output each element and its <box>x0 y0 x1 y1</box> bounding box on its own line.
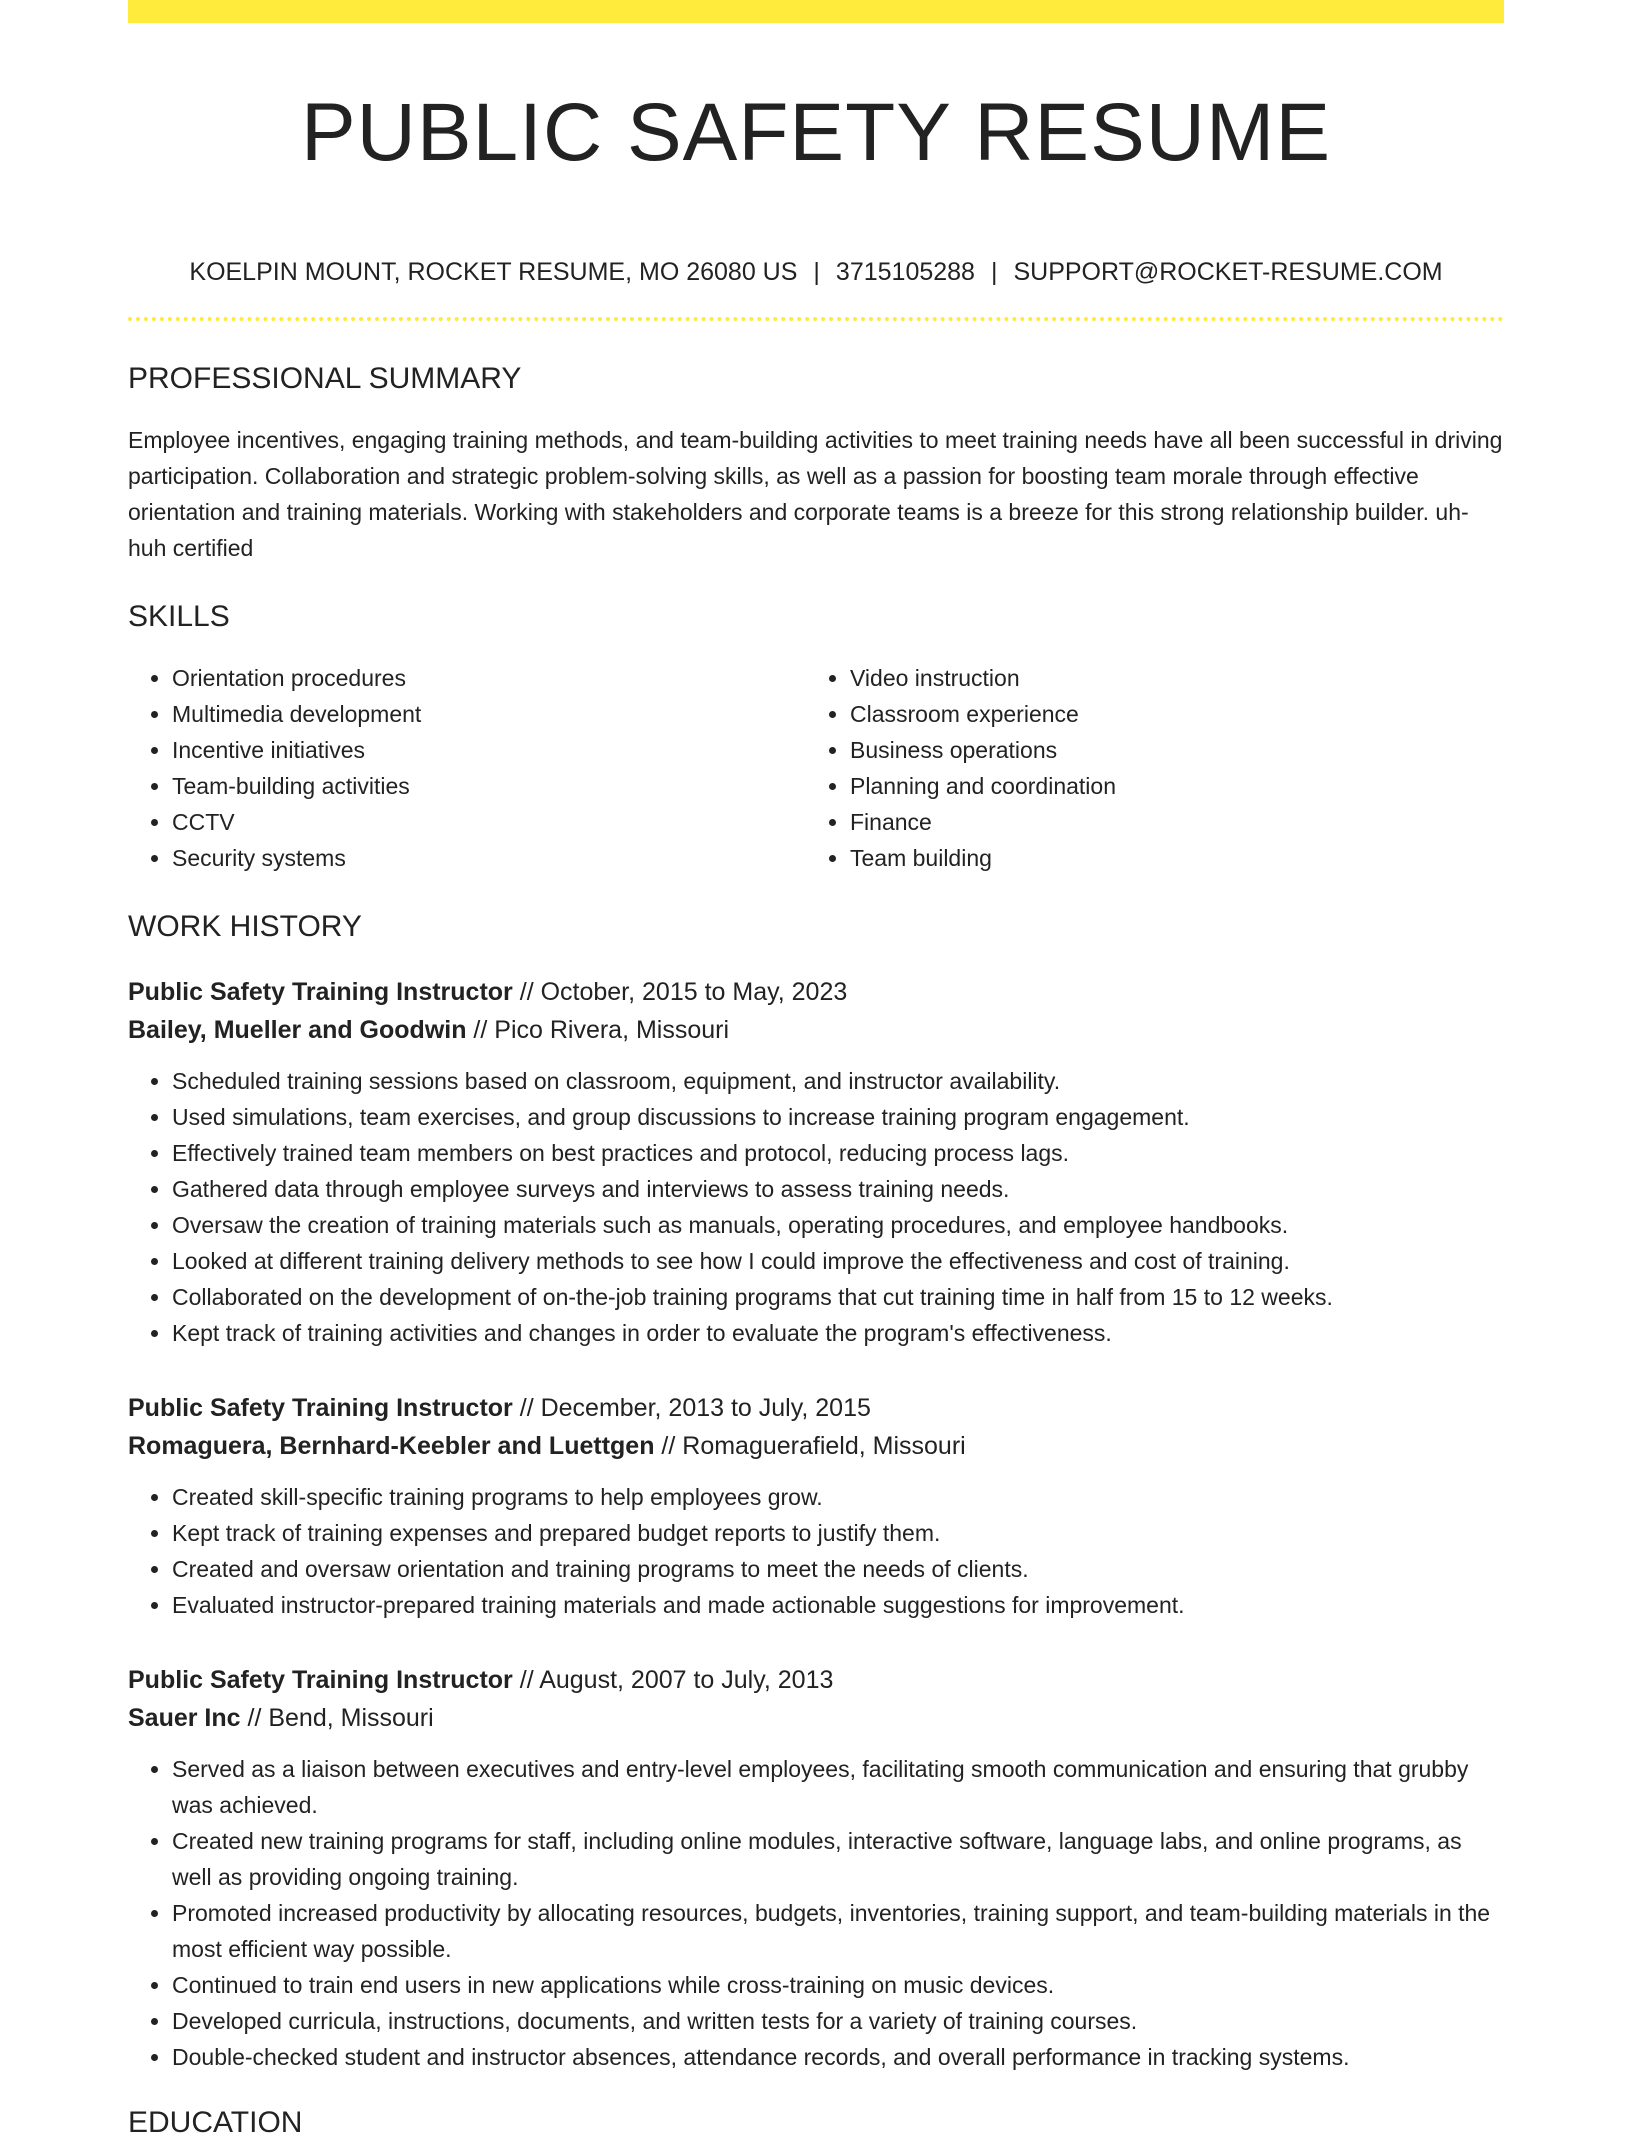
job-location: // Bend, Missouri <box>240 1704 434 1732</box>
job-bullet: • Continued to train end users in new applications while cross-training on music devices. <box>172 1967 1504 2003</box>
skill-item: • Incentive initiatives <box>172 732 806 768</box>
contact-separator: | <box>813 258 820 286</box>
skill-item: • Classroom experience <box>850 696 1484 732</box>
job-bullet: • Created and oversaw orientation and training programs to meet the needs of clients. <box>172 1551 1504 1587</box>
job-dates: // October, 2015 to May, 2023 <box>512 978 848 1006</box>
job-bullet: • Created skill-specific training programs to help employees grow. <box>172 1479 1504 1515</box>
resume-page <box>128 0 1504 2141</box>
job-bullets <box>128 1063 1504 1351</box>
job-location: // Pico Rivera, Missouri <box>466 1016 730 1044</box>
contact-phone: 3715105288 <box>835 258 975 286</box>
job-title-line <box>128 1661 1504 1699</box>
work-history-heading: WORK HISTORY <box>128 910 362 943</box>
job-location: // Romaguerafield, Missouri <box>654 1432 966 1460</box>
job-title: Public Safety Training Instructor <box>128 1394 513 1422</box>
job-bullet: • Scheduled training sessions based on classroom, equipment, and instructor availability. <box>172 1063 1504 1099</box>
job-title-line <box>128 973 1504 1011</box>
job-bullet: • Evaluated instructor-prepared training materials and made actionable suggestions for improvement. <box>172 1587 1504 1623</box>
job-bullet: • Kept track of training activities and changes in order to evaluate the program's effectiveness. <box>172 1315 1504 1351</box>
job-dates: // August, 2007 to July, 2013 <box>512 1666 834 1694</box>
job-company: Romaguera, Bernhard-Keebler and Luettgen <box>128 1432 655 1460</box>
job-company-line <box>128 1011 1504 1049</box>
job-bullets <box>128 1751 1504 2075</box>
job-company: Bailey, Mueller and Goodwin <box>128 1016 467 1044</box>
job-bullet: • Created new training programs for staff, including online modules, interactive software, language labs, and online programs, as well as providing ongoing training. <box>172 1823 1504 1895</box>
skill-item: • Team-building activities <box>172 768 806 804</box>
job-bullet: • Oversaw the creation of training materials such as manuals, operating procedures, and employee handbooks. <box>172 1207 1504 1243</box>
job-bullet: • Used simulations, team exercises, and group discussions to increase training program engagement. <box>172 1099 1504 1135</box>
job-bullet: • Served as a liaison between executives and entry-level employees, facilitating smooth communication and ensuring that grubby was achieved. <box>172 1751 1504 1823</box>
job-company: Sauer Inc <box>128 1704 241 1732</box>
skills-column-right <box>806 660 1484 876</box>
skills-heading: SKILLS <box>128 600 230 633</box>
skill-item: • Business operations <box>850 732 1484 768</box>
skill-item: • Planning and coordination <box>850 768 1484 804</box>
contact-address: KOELPIN MOUNT, ROCKET RESUME, MO 26080 US <box>189 258 798 286</box>
skill-item: • CCTV <box>172 804 806 840</box>
job-bullet: • Kept track of training expenses and prepared budget reports to justify them. <box>172 1515 1504 1551</box>
job-bullet: • Collaborated on the development of on-the-job training programs that cut training time in half from 15 to 12 weeks. <box>172 1279 1504 1315</box>
summary-heading: PROFESSIONAL SUMMARY <box>128 362 522 395</box>
job-title: Public Safety Training Instructor <box>128 978 513 1006</box>
dotted-divider <box>128 317 1504 321</box>
job-title: Public Safety Training Instructor <box>128 1666 513 1694</box>
summary-text: Employee incentives, engaging training methods, and team-building activities to meet training needs have all been successful in driving participation. Collaboration and strategic problem-solving skills, as well as a passion for boosting team morale through effective orientation and training materials. Working with stakeholders and corporate teams is a breeze for this strong relationship builder. uh-huh certified <box>128 427 1503 561</box>
skills-list <box>128 660 1504 876</box>
job-entry <box>128 973 1504 1351</box>
contact-email: SUPPORT@ROCKET-RESUME.COM <box>1013 258 1443 286</box>
job-bullets <box>128 1479 1504 1623</box>
job-bullet: • Looked at different training delivery methods to see how I could improve the effectiveness and cost of training. <box>172 1243 1504 1279</box>
job-company-line <box>128 1699 1504 1737</box>
job-bullet: • Double-checked student and instructor absences, attendance records, and overall performance in tracking systems. <box>172 2039 1504 2075</box>
job-bullet: • Developed curricula, instructions, documents, and written tests for a variety of training courses. <box>172 2003 1504 2039</box>
education-heading: EDUCATION <box>128 2106 303 2139</box>
skill-item: • Finance <box>850 804 1484 840</box>
job-bullet: • Gathered data through employee surveys and interviews to assess training needs. <box>172 1171 1504 1207</box>
skill-item: • Multimedia development <box>172 696 806 732</box>
job-bullet: • Effectively trained team members on best practices and protocol, reducing process lags. <box>172 1135 1504 1171</box>
skill-item: • Orientation procedures <box>172 660 806 696</box>
job-title-line <box>128 1389 1504 1427</box>
job-company-line <box>128 1427 1504 1465</box>
skill-item: • Video instruction <box>850 660 1484 696</box>
job-entry <box>128 1661 1504 2075</box>
contact-separator: | <box>990 258 998 286</box>
job-dates: // December, 2013 to July, 2015 <box>512 1394 871 1422</box>
job-entry <box>128 1389 1504 1623</box>
contact-line <box>128 257 1504 287</box>
resume-title: PUBLIC SAFETY RESUME <box>300 87 1332 178</box>
job-bullet: • Promoted increased productivity by allocating resources, budgets, inventories, training support, and team-building materials in the most efficient way possible. <box>172 1895 1504 1967</box>
skill-item: • Team building <box>850 840 1484 876</box>
skill-item: • Security systems <box>172 840 806 876</box>
accent-top-bar <box>128 0 1504 23</box>
skills-column-left <box>128 660 806 876</box>
